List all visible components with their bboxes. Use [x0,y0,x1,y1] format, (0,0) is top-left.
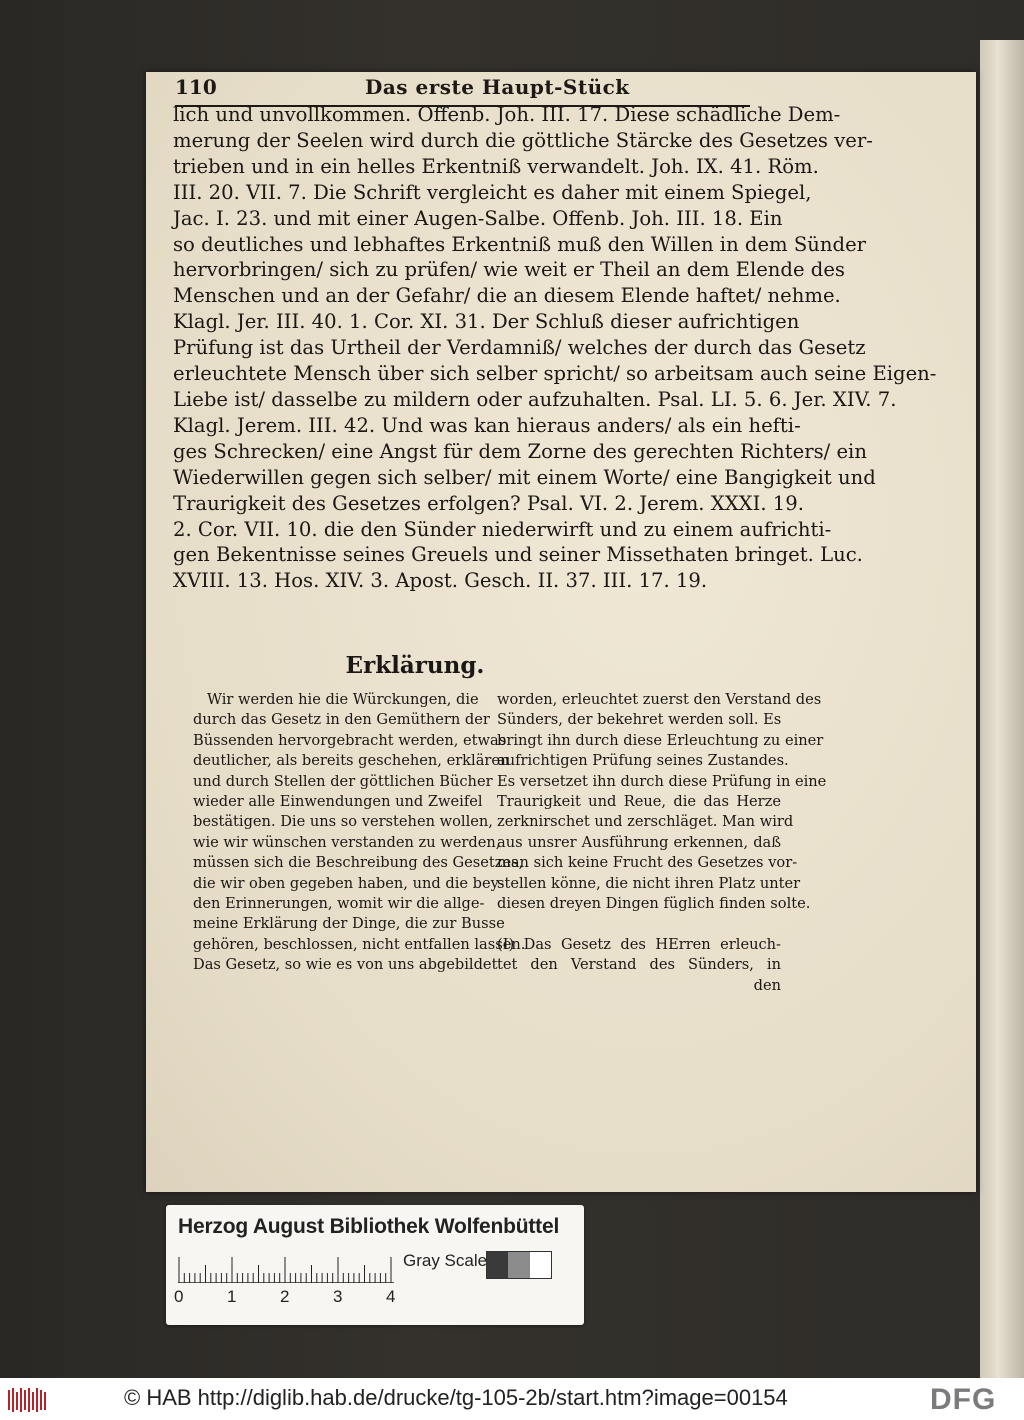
column-line: worden, erleuchtet zuerst den Verstand des [497,691,822,708]
section-title: Erklärung. [345,652,485,679]
column-line: müssen sich die Beschreibung des Gesetzes, [193,854,524,872]
column-line: gehören, beschlossen, nicht entfallen lassen. [193,935,526,953]
main-text-block [173,102,937,594]
footer-bar [0,1378,1024,1420]
page-number: 110 [175,75,217,99]
ruler-digit: 2 [280,1287,290,1306]
text-line: lich und unvollkommen. Offenb. Joh. III. 17. Diese schädliche Dem- [173,103,841,126]
column-line: bringt ihn durch diese Erleuchtung zu einer [497,731,824,749]
text-line: hervorbringen/ sich zu prüfen/ wie weit er Theil an dem Elende des [173,258,845,282]
text-line: Menschen und an der Gefahr/ die an diesem Elende haftet/ nehme. [173,284,841,308]
column-line: bestätigen. Die uns so verstehen wollen, [193,813,493,831]
ruler-digit: 1 [227,1287,237,1306]
column-line: durch das Gesetz in den Gemüthern der [193,711,490,729]
gray-scale-bar [486,1251,552,1279]
text-line: so deutliches und lebhaftes Erkentniß muß den Willen in dem Sünder [173,232,867,256]
column-line: Sünders, der bekehret werden soll. Es [497,711,782,729]
ruler-scale [178,1253,394,1283]
column-line: aus unsrer Ausführung erkennen, daß [497,833,781,851]
text-line: Wiederwillen gegen sich selber/ mit einem Worte/ eine Bangigkeit und [173,465,876,489]
column-line: man sich keine Frucht des Gesetzes vor- [497,854,798,872]
gray-swatch [530,1252,551,1278]
text-line: Klagl. Jer. III. 40. 1. Cor. XI. 31. Der Schluß dieser aufrichtigen [173,310,800,334]
column-line: Büssenden hervorgebracht werden, etwas [193,731,507,749]
column-line [497,914,781,934]
library-name: Herzog August Bibliothek Wolfenbüttel [178,1215,560,1238]
copyright-url[interactable]: © HAB http://diglib.hab.de/drucke/tg-105-2b/start.htm?image=00154 [124,1385,788,1410]
ruler-digit: 3 [333,1287,343,1306]
column-line: tet den Verstand des Sünders, in [497,956,781,974]
column-line: Wir werden hie die Würckungen, die [207,691,479,708]
text-line: III. 20. VII. 7. Die Schrift vergleicht es daher mit einem Spiegel, [173,180,812,204]
ruler-digit: 4 [386,1287,396,1306]
text-line: erleuchtete Mensch über sich selber spricht/ so arbeitsam auch seine Eigen- [173,362,937,386]
text-line: Prüfung ist das Urtheil der Verdamniß/ welches der durch das Gesetz [173,336,866,360]
text-line: gen Bekentnisse seines Greuels und seiner Missethaten bringet. Luc. [173,543,863,567]
text-line: ges Schrecken/ eine Angst für dem Zorne des gerechten Richters/ ein [173,439,867,463]
gray-swatch [508,1252,529,1278]
adjacent-pages-edge [980,40,1024,1378]
text-line: Traurigkeit des Gesetzes erfolgen? Psal. VI. 2. Jerem. XXXI. 19. [173,491,804,515]
column-line: diesen dreyen Dingen füglich finden solte. [497,895,811,913]
column-line: zerknirschet und zerschläget. Man wird [497,813,794,831]
column-line: die wir oben gegeben haben, und die bey- [193,874,504,892]
color-reference-card [166,1205,584,1325]
ruler-digit: 0 [174,1287,184,1306]
left-column [193,690,526,976]
column-line: wieder alle Einwendungen und Zweifel [193,793,483,811]
column-line: Das Gesetz, so wie es von uns abgebildet [193,956,498,974]
dfg-logo: DFG [930,1383,997,1416]
hab-barcode-icon [6,1386,48,1414]
text-line: trieben und in ein helles Erkentniß verwandelt. Joh. IX. 41. Röm. [173,154,819,178]
text-line: XVIII. 13. Hos. XIV. 3. Apost. Gesch. II. 37. III. 17. 19. [173,569,708,593]
text-line: Klagl. Jerem. III. 42. Und was kan hieraus anders/ als ein hefti- [173,413,801,437]
column-line: wie wir wünschen verstanden zu werden, [193,833,501,851]
column-line: den Erinnerungen, womit wir die allge- [193,895,485,913]
column-line: Es versetzet ihn durch diese Prüfung in eine [497,772,827,790]
text-line: Jac. I. 23. und mit einer Augen-Salbe. Offenb. Joh. III. 18. Ein [173,206,783,230]
gray-scale-label: Gray Scale [403,1251,488,1270]
running-head: Das erste Haupt-Stück [365,75,630,99]
column-line: aufrichtigen Prüfung seines Zustandes. [497,752,789,770]
column-line: meine Erklärung der Dinge, die zur Busse [193,915,505,933]
column-line: stellen könne, die nicht ihren Platz unter [497,874,801,892]
gray-swatch [487,1252,508,1278]
column-line: und durch Stellen der göttlichen Bücher [193,772,493,790]
text-line: 2. Cor. VII. 10. die den Sünder niederwirft und zu einem aufrichti- [173,517,832,541]
column-line: (I) Das Gesetz des HErren erleuch- [497,935,781,953]
right-column [497,690,827,996]
column-line: deutlicher, als bereits geschehen, erklären [193,752,510,770]
catchword: den [753,976,781,994]
ruler-digits [174,1287,404,1311]
column-line: Traurigkeit und Reue, die das Herze [497,793,781,811]
text-line: Liebe ist/ dasselbe zu mildern oder aufzuhalten. Psal. LI. 5. 6. Jer. XIV. 7. [173,387,897,411]
text-line: merung der Seelen wird durch die göttliche Stärcke des Gesetzes ver- [173,128,873,152]
